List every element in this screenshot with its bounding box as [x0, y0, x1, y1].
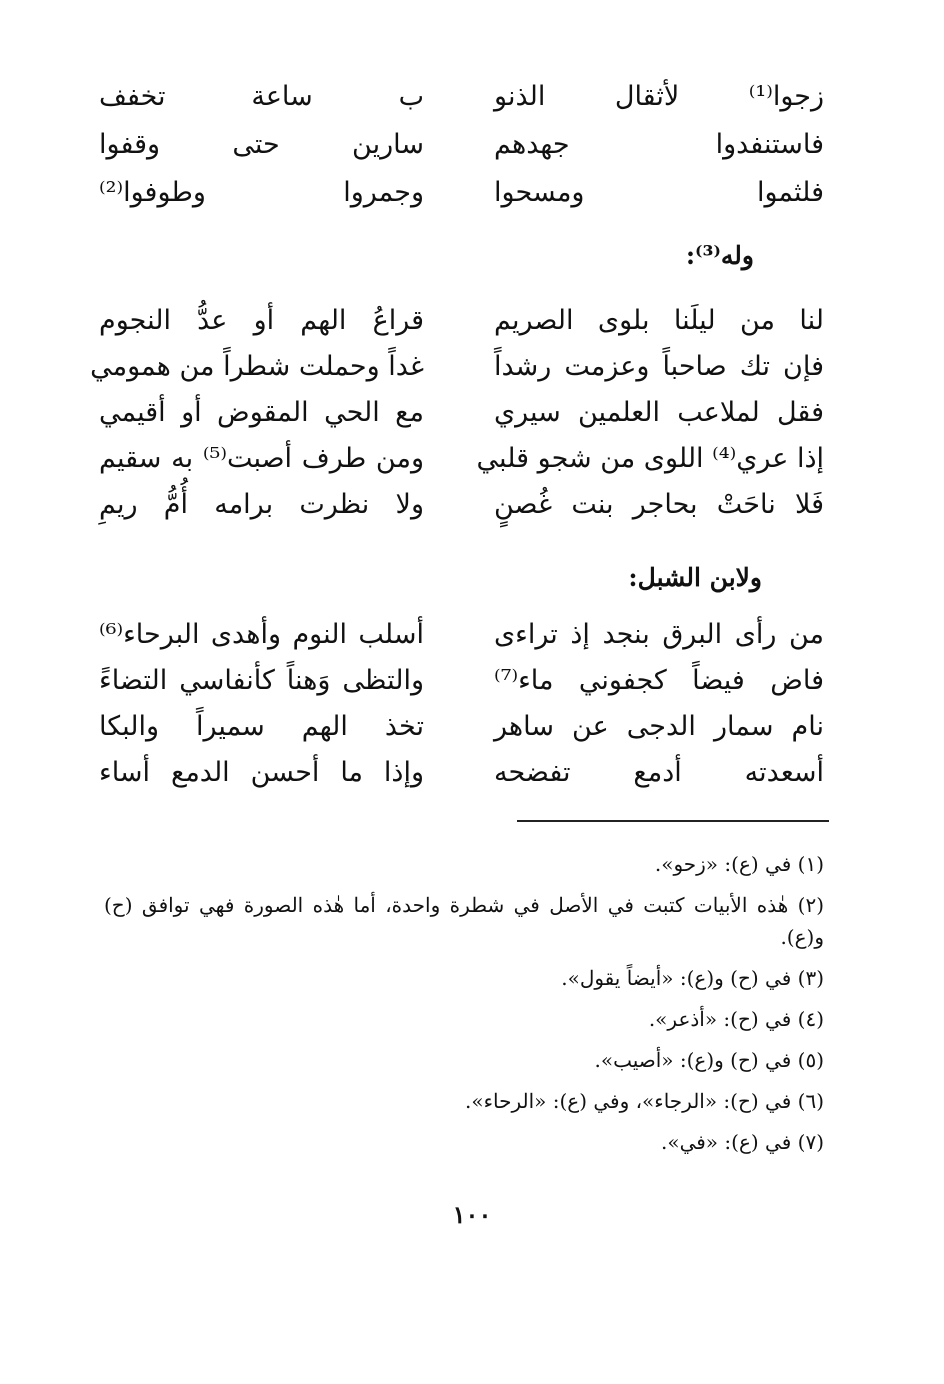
verse-row [0, 74, 944, 122]
verse-right-hemistich: زجوا⁽¹⁾ لأثقال الذنو [494, 81, 824, 112]
verse-right-hemistich: فَلا ناحَتْ بحاجر بنت غُصنٍ [494, 489, 824, 520]
verse-left-hemistich: مع الحي المقوض أو أقيمي [99, 397, 424, 428]
footnote-separator [517, 820, 829, 822]
verse-right-hemistich: فإن تك صاحباً وعزمت رشداً [494, 351, 824, 382]
verse-right-hemistich: فاض فيضاً كجفوني ماء⁽⁷⁾ [494, 665, 824, 696]
verse-row [0, 704, 944, 750]
section-heading: وله⁽³⁾: [685, 241, 754, 270]
footnote: (٤) في (ح): «أذعر». [648, 1007, 824, 1031]
verse-row [0, 170, 944, 218]
verse-left-hemistich: غداً وحملت شطراً من همومي [90, 351, 424, 382]
verse-left-hemistich: وإذا ما أحسن الدمع أساء [99, 757, 424, 788]
verse-row [0, 298, 944, 344]
verse-row [0, 436, 944, 482]
verse-row [0, 612, 944, 658]
verse-left-hemistich: ب ساعة تخفف [99, 81, 424, 112]
footnote: (٣) في (ح) و(ع): «أيضاً يقول». [561, 966, 824, 990]
footnote: (٥) في (ح) و(ع): «أصيب». [594, 1048, 824, 1072]
footnotes [104, 848, 824, 1167]
verse-right-hemistich: لنا من ليلَنا بلوى الصريم [494, 305, 824, 336]
poem-stanza-2 [0, 298, 944, 528]
verse-left-hemistich: أسلب النوم وأهدى البرحاء⁽⁶⁾ [99, 619, 424, 650]
verse-left-hemistich: قراعُ الهم أو عدُّ النجوم [99, 305, 424, 336]
verse-row [0, 122, 944, 170]
verse-left-hemistich: ومن طرف أصبت⁽⁵⁾ به سقيم [99, 443, 424, 474]
verse-left-hemistich: والتظى وَهناً كأنفاسي التضاءً [99, 665, 424, 696]
footnote: (١) في (ع): «زحو». [654, 852, 824, 876]
verse-left-hemistich: وجمروا وطوفوا⁽²⁾ [99, 177, 424, 208]
footnote: (٢) هٰذه الأبيات كتبت في الأصل في شطرة واحدة، أما هٰذه الصورة فهي توافق (ح) و(ع). [104, 893, 824, 949]
verse-row [0, 482, 944, 528]
verse-left-hemistich: سارين حتى وقفوا [99, 129, 424, 160]
footnote: (٦) في (ح): «الرجاء»، وفي (ع): «الرحاء». [464, 1089, 824, 1113]
verse-right-hemistich: من رأى البرق بنجد إذ تراءى [494, 619, 824, 650]
verse-left-hemistich: تخذ الهم سميراً والبكا [99, 711, 424, 742]
footnote: (٧) في (ع): «في». [660, 1130, 824, 1154]
verse-row [0, 750, 944, 796]
verse-right-hemistich: فلثموا ومسحوا [494, 177, 824, 208]
verse-row [0, 658, 944, 704]
poem-stanza-1 [0, 74, 944, 218]
verse-right-hemistich: فقل لملاعب العلمين سيري [494, 397, 824, 428]
verse-right-hemistich: إذا عري⁽⁴⁾ اللوى من شجو قلبي [476, 443, 824, 474]
verse-row [0, 390, 944, 436]
verse-right-hemistich: فاستنفدوا جهدهم [494, 129, 824, 160]
verse-left-hemistich: ولا نظرت برامه أُمُّ ريمِ [99, 489, 424, 520]
verse-right-hemistich: نام سمار الدجى عن ساهر [494, 711, 824, 742]
verse-row [0, 344, 944, 390]
poem-stanza-3 [0, 612, 944, 796]
page-number: ١٠٠ [452, 1200, 492, 1229]
verse-right-hemistich: أسعدته أدمع تفضحه [494, 757, 824, 788]
section-heading: ولابن الشبل: [628, 563, 762, 592]
